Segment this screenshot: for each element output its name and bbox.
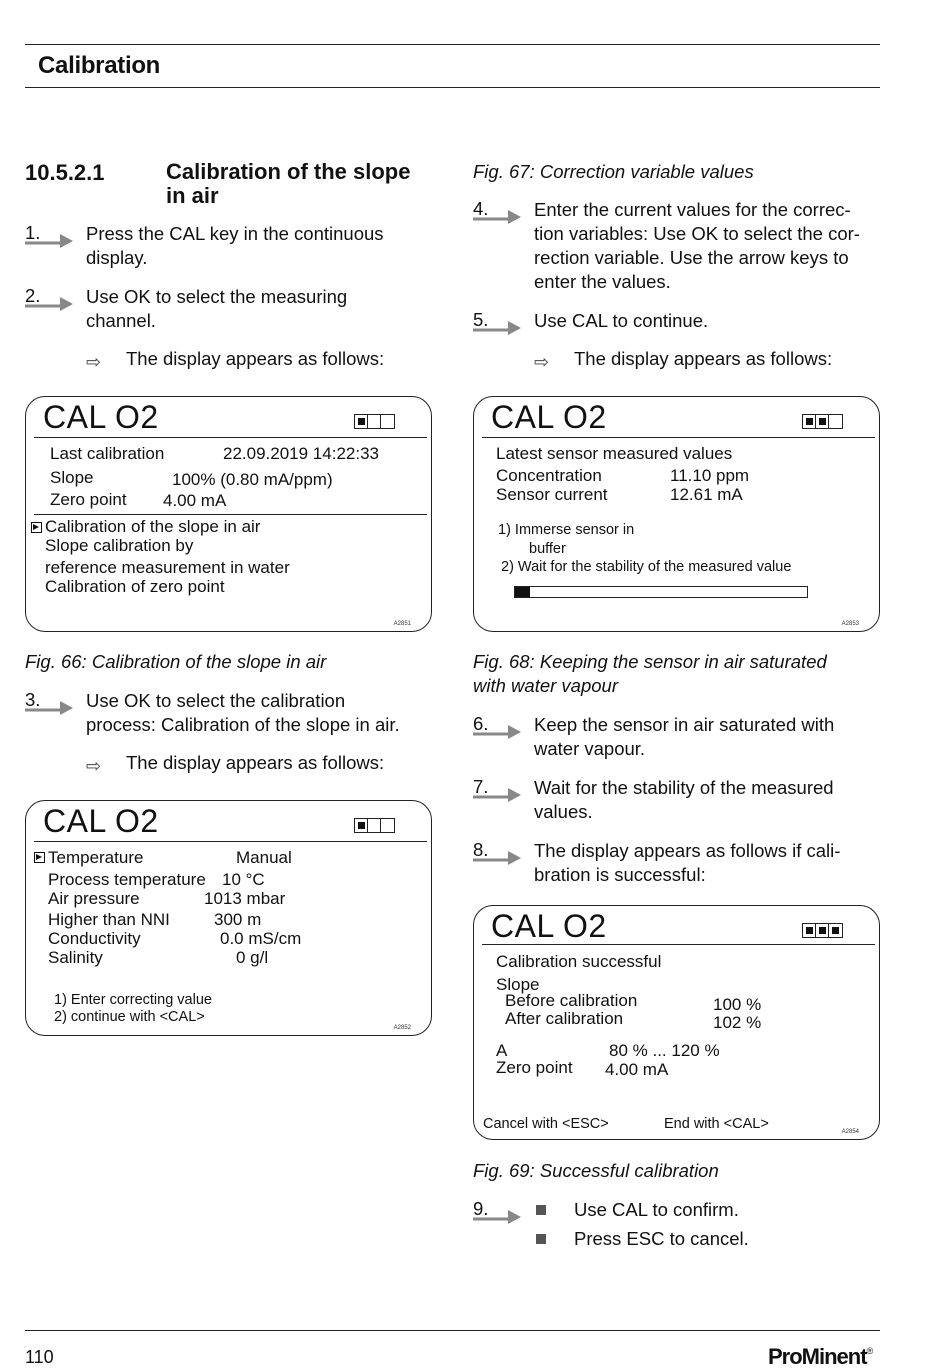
- cancel-hint: Cancel with <ESC>: [483, 1116, 609, 1132]
- step-text-line: water vapour.: [534, 738, 646, 759]
- range-label: A: [496, 1041, 508, 1060]
- step-3: [25, 689, 445, 739]
- concentration-value: 11.10 ppm: [670, 466, 750, 485]
- step-text-line: display.: [86, 247, 148, 268]
- correction-label-air-pressure[interactable]: Air pressure: [48, 889, 140, 908]
- step-text-line: Use CAL to continue.: [534, 310, 709, 331]
- step-result-text: The display appears as follows:: [574, 348, 833, 369]
- zero-point-value: 4.00 mA: [605, 1060, 669, 1079]
- before-calibration-value: 100 %: [713, 995, 762, 1014]
- figure-caption: Fig. 66: Calibration of the slope in air: [25, 651, 327, 672]
- step-text-line: channel.: [86, 310, 156, 331]
- caption-line: with water vapour: [473, 675, 618, 696]
- figure-code: A2854: [841, 1129, 859, 1135]
- page-number: 110: [25, 1347, 54, 1367]
- result-arrow-icon: ⇨: [86, 352, 102, 372]
- measured-values-heading: Latest sensor measured values: [496, 444, 733, 463]
- device-display-fig68: [473, 396, 880, 632]
- stability-progress-fill: [515, 587, 530, 597]
- step-text-line: process: Calibration of the slope in air.: [86, 714, 400, 735]
- step-bullet-text: Use CAL to confirm.: [574, 1199, 739, 1220]
- step-text-line: rection variable. Use the arrow keys to: [534, 247, 849, 268]
- concentration-label: Concentration: [496, 466, 602, 485]
- step-result-text: The display appears as follows:: [126, 348, 385, 369]
- zero-point-label: Zero point: [496, 1058, 573, 1077]
- step-text-line: enter the values.: [534, 271, 671, 292]
- step-text-line: Wait for the stability of the measured: [534, 777, 834, 798]
- step-4: [473, 198, 893, 298]
- display-divider: [482, 437, 875, 438]
- step-5: [473, 309, 893, 337]
- step-1: [25, 222, 445, 272]
- step-arrow-icon: [473, 206, 523, 226]
- slope-value: 100% (0.80 mA/ppm): [172, 470, 333, 489]
- step-text-line: bration is successful:: [534, 864, 706, 885]
- step-text-line: The display appears as follows if cali-: [534, 840, 841, 861]
- step-number: 5.: [473, 309, 489, 330]
- progress-indicator-icon: [802, 923, 843, 938]
- step-arrow-icon: [473, 721, 523, 741]
- display-title: CAL O2: [491, 908, 607, 944]
- step-text-line: Use OK to select the calibration: [86, 690, 346, 711]
- correction-value-air-pressure: 1013 mbar: [204, 889, 286, 908]
- after-calibration-label: After calibration: [505, 1009, 624, 1028]
- step-arrow-icon: [473, 847, 523, 867]
- step-number: 9.: [473, 1198, 489, 1219]
- menu-item-reference-measurement[interactable]: reference measurement in water: [45, 558, 290, 577]
- stability-progress-bar: [514, 586, 808, 598]
- correction-value-process-temperature: 10 °C: [222, 870, 265, 889]
- result-arrow-icon: ⇨: [86, 756, 102, 776]
- before-calibration-label: Before calibration: [505, 991, 638, 1010]
- sensor-current-label: Sensor current: [496, 485, 608, 504]
- header-top-rule: [25, 44, 880, 45]
- step-arrow-icon: [473, 1206, 523, 1226]
- selection-cursor-icon: [34, 852, 45, 863]
- display-title: CAL O2: [491, 399, 607, 435]
- step-text-line: tion variables: Use OK to select the cor-: [534, 223, 860, 244]
- bullet-icon: [536, 1205, 546, 1215]
- section-number: 10.5.2.1: [25, 160, 105, 185]
- device-display-fig66: [25, 396, 432, 632]
- progress-indicator-icon: [354, 818, 395, 833]
- correction-value-temperature: Manual: [236, 848, 292, 867]
- range-value: 80 % ... 120 %: [609, 1041, 720, 1060]
- display-divider: [34, 514, 427, 515]
- progress-indicator-icon: [354, 414, 395, 429]
- end-hint: End with <CAL>: [664, 1116, 769, 1132]
- last-calibration-value: 22.09.2019 14:22:33: [223, 444, 379, 463]
- step-number: 3.: [25, 689, 41, 710]
- step-6: [473, 713, 893, 763]
- step-arrow-icon: [25, 697, 75, 717]
- correction-label-conductivity[interactable]: Conductivity: [48, 929, 141, 948]
- step-text-line: values.: [534, 801, 593, 822]
- step-number: 8.: [473, 839, 489, 860]
- menu-item-slope-calibration[interactable]: Slope calibration by: [45, 536, 194, 555]
- step-text-line: Use OK to select the measuring: [86, 286, 348, 307]
- figure-code: A2851: [393, 621, 411, 627]
- step-arrow-icon: [473, 784, 523, 804]
- figure-caption: [473, 650, 827, 698]
- correction-label-temperature[interactable]: Temperature: [48, 848, 144, 867]
- figure-caption: Fig. 67: Correction variable values: [473, 161, 754, 182]
- display-title: CAL O2: [43, 399, 159, 435]
- last-calibration-label: Last calibration: [50, 444, 165, 463]
- calibration-status: Calibration successful: [496, 952, 662, 971]
- display-divider: [34, 841, 427, 842]
- correction-label-altitude[interactable]: Higher than NNI: [48, 910, 170, 929]
- correction-label-process-temperature[interactable]: Process temperature: [48, 870, 206, 889]
- display-note: 1) Immerse sensor in: [498, 522, 635, 538]
- step-2: [25, 285, 445, 335]
- footer-rule: [25, 1330, 880, 1331]
- registered-mark: ®: [866, 1346, 873, 1356]
- step-number: 2.: [25, 285, 41, 306]
- step-arrow-icon: [25, 230, 75, 250]
- step-number: 1.: [25, 222, 41, 243]
- correction-value-salinity: 0 g/l: [236, 948, 269, 967]
- display-note: 1) Enter correcting value: [54, 992, 212, 1008]
- correction-value-conductivity: 0.0 mS/cm: [220, 929, 302, 948]
- slope-label: Slope: [496, 975, 540, 994]
- display-title: CAL O2: [43, 803, 159, 839]
- slope-label: Slope: [50, 468, 94, 487]
- correction-label-salinity[interactable]: Salinity: [48, 948, 103, 967]
- sensor-current-value: 12.61 mA: [670, 485, 743, 504]
- step-8: [473, 839, 893, 889]
- step-7: [473, 776, 893, 826]
- step-9: [473, 1198, 893, 1258]
- step-bullet-text: Press ESC to cancel.: [574, 1228, 749, 1249]
- bullet-icon: [536, 1234, 546, 1244]
- step-number: 7.: [473, 776, 489, 797]
- step-number: 4.: [473, 198, 489, 219]
- display-note: 2) continue with <CAL>: [54, 1009, 205, 1025]
- progress-indicator-icon: [802, 414, 843, 429]
- figure-code: A2852: [393, 1025, 411, 1031]
- display-note: buffer: [529, 541, 566, 557]
- result-arrow-icon: ⇨: [534, 352, 550, 372]
- correction-value-altitude: 300 m: [214, 910, 262, 929]
- step-text-line: Enter the current values for the correc-: [534, 199, 851, 220]
- selection-cursor-icon: [31, 522, 42, 533]
- zero-point-value: 4.00 mA: [163, 491, 227, 510]
- step-result-text: The display appears as follows:: [126, 752, 385, 773]
- device-display-fig67: [25, 800, 432, 1036]
- figure-code: A2853: [841, 621, 859, 627]
- menu-item-zero-point[interactable]: Calibration of zero point: [45, 577, 225, 596]
- step-arrow-icon: [25, 293, 75, 313]
- step-arrow-icon: [473, 317, 523, 337]
- page-header-title: Calibration: [38, 52, 161, 79]
- header-bottom-rule: [25, 87, 880, 88]
- device-display-fig69: [473, 905, 880, 1140]
- step-text-line: Keep the sensor in air saturated with: [534, 714, 835, 735]
- brand-logo: [768, 1344, 872, 1370]
- zero-point-label: Zero point: [50, 490, 127, 509]
- step-number: 6.: [473, 713, 489, 734]
- section-title: Calibration of the slope in air: [166, 159, 411, 208]
- figure-caption: Fig. 69: Successful calibration: [473, 1160, 719, 1181]
- brand-logo-text: ProMinent: [768, 1344, 867, 1369]
- display-divider: [34, 437, 427, 438]
- display-divider: [482, 944, 875, 945]
- menu-item-slope-in-air[interactable]: Calibration of the slope in air: [45, 517, 261, 536]
- after-calibration-value: 102 %: [713, 1013, 762, 1032]
- caption-line: Fig. 68: Keeping the sensor in air saturated: [473, 651, 827, 672]
- display-note: 2) Wait for the stability of the measured value: [501, 559, 792, 575]
- step-text-line: Press the CAL key in the continuous: [86, 223, 384, 244]
